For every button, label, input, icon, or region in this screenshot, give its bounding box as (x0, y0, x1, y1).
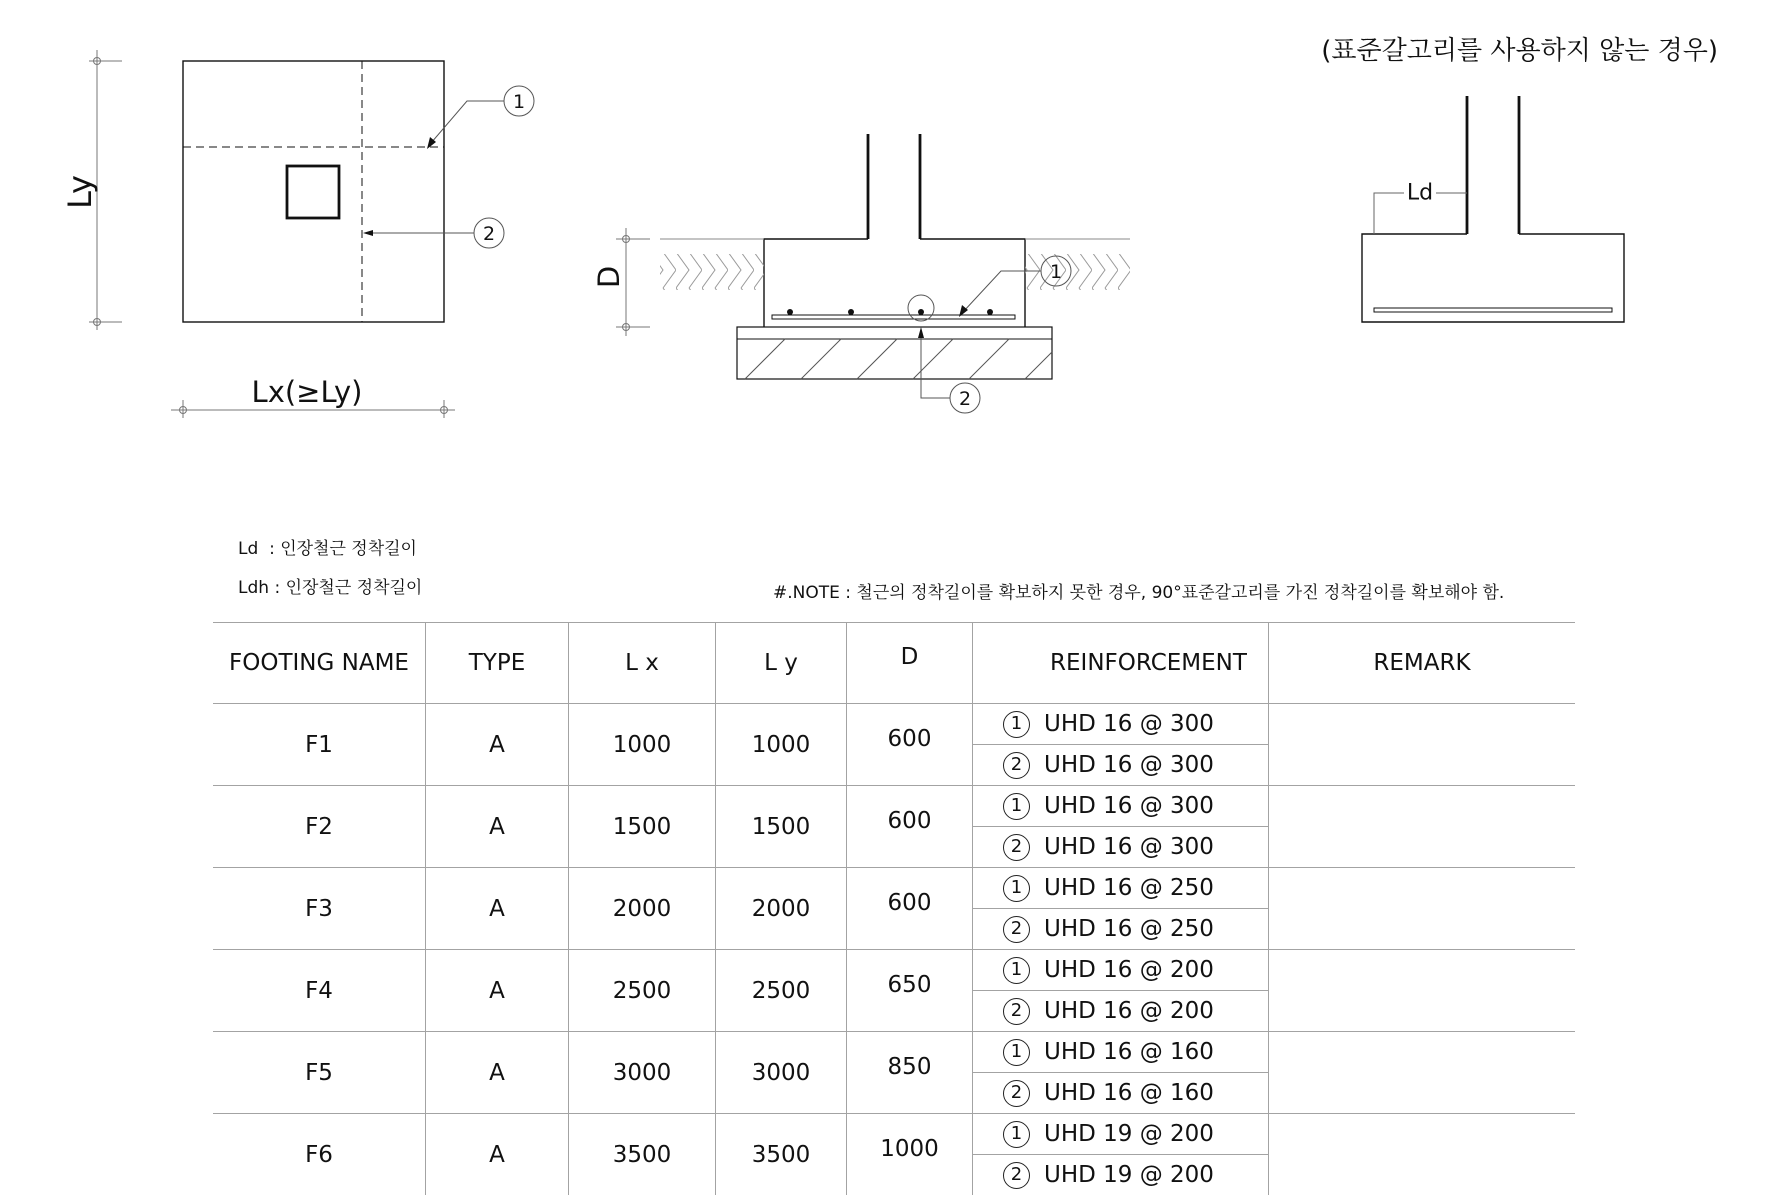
ld-label: Ld (1406, 180, 1434, 206)
cell-remark (1269, 1032, 1575, 1113)
bar-mark-2: 2 (1003, 916, 1030, 943)
reinforcement-spec: UHD 16 @ 200 (1044, 957, 1214, 983)
lean-concrete-hatch (745, 339, 1052, 379)
bar-mark-1: 1 (1003, 957, 1030, 984)
cell-footing-name: F5 (213, 1032, 426, 1113)
section-view (660, 134, 1130, 413)
cell-ly: 1000 (716, 704, 847, 785)
cell-lx: 2000 (569, 868, 716, 949)
table-row (213, 1031, 1575, 1113)
legend (238, 538, 422, 598)
reinforcement-spec: UHD 19 @ 200 (1044, 1121, 1214, 1147)
bar-mark-2: 2 (1003, 834, 1030, 861)
cell-type: A (426, 1114, 569, 1195)
cell-reinforcement (973, 1114, 1269, 1195)
header-lx: L x (569, 623, 716, 703)
leader-arrow-2 (363, 230, 373, 236)
cell-type: A (426, 950, 569, 1031)
rebar-highlight-circle (908, 295, 934, 321)
reinforcement-spec: UHD 16 @ 200 (1044, 998, 1214, 1024)
hatch-line (745, 339, 785, 379)
cell-ly: 3500 (716, 1114, 847, 1195)
bar-mark-2: 2 (1003, 1162, 1030, 1189)
bar-mark-2: 2 (1003, 998, 1030, 1025)
rebar-y-dot (848, 309, 854, 315)
dimension-d (592, 228, 650, 336)
anchorage-detail (1321, 36, 1718, 322)
footing-plan-outline (183, 61, 444, 322)
detail-title: (표준갈고리를 사용하지 않는 경우) (1321, 36, 1718, 66)
reinforcement-line (973, 1114, 1268, 1155)
earth-hatch-left (660, 254, 764, 290)
reinforcement-line (973, 1155, 1268, 1195)
cell-remark (1269, 1114, 1575, 1195)
header-d: D (847, 623, 973, 703)
cell-lx: 1500 (569, 786, 716, 867)
cell-remark (1269, 786, 1575, 867)
cell-footing-name: F4 (213, 950, 426, 1031)
reinforcement-line (973, 868, 1268, 909)
table-row (213, 949, 1575, 1031)
lean-concrete-slab (737, 327, 1052, 379)
bar-mark-1: 1 (1003, 1121, 1030, 1148)
reinforcement-spec: UHD 16 @ 300 (1044, 793, 1214, 819)
hatch-line (969, 339, 1009, 379)
cell-remark (1269, 868, 1575, 949)
marker-number: 2 (958, 388, 972, 410)
reinforcement-spec: UHD 16 @ 300 (1044, 711, 1214, 737)
reinforcement-line (973, 745, 1268, 785)
header-type: TYPE (426, 623, 569, 703)
cell-ly: 1500 (716, 786, 847, 867)
reinforcement-spec: UHD 16 @ 250 (1044, 916, 1214, 942)
cell-lx: 2500 (569, 950, 716, 1031)
cell-ly: 2500 (716, 950, 847, 1031)
legend-ldh: Ldh : 인장철근 정착길이 (238, 578, 423, 598)
reinforcement-line (973, 991, 1268, 1031)
cell-ly: 3000 (716, 1032, 847, 1113)
dimension-lx (171, 375, 455, 418)
bar-mark-1: 1 (1003, 1039, 1030, 1066)
header-footing-name: FOOTING NAME (213, 623, 426, 703)
cell-reinforcement (973, 950, 1269, 1031)
cell-type: A (426, 786, 569, 867)
cell-d: 600 (847, 704, 973, 785)
cell-type: A (426, 1032, 569, 1113)
dimension-d-label: D (592, 265, 626, 289)
detail-bottom-rebar (1374, 308, 1612, 312)
dimension-ly-label: Ly (61, 175, 99, 209)
cell-lx: 1000 (569, 704, 716, 785)
reinforcement-line (973, 1073, 1268, 1113)
leader-line-1 (431, 101, 504, 143)
plan-view (183, 61, 534, 322)
reinforcement-line (973, 1032, 1268, 1073)
bar-mark-2: 2 (1003, 1080, 1030, 1107)
bar-mark-2: 2 (1003, 752, 1030, 779)
bar-mark-1: 1 (1003, 875, 1030, 902)
table-row (213, 1113, 1575, 1195)
cell-remark (1269, 950, 1575, 1031)
footing-section-outline (764, 239, 1025, 327)
cell-d: 600 (847, 868, 973, 949)
reinforcement-spec: UHD 16 @ 160 (1044, 1080, 1214, 1106)
cell-footing-name: F1 (213, 704, 426, 785)
rebar-y-dot (918, 309, 924, 315)
cell-footing-name: F3 (213, 868, 426, 949)
footing-detail-outline (1362, 234, 1624, 322)
cell-footing-name: F2 (213, 786, 426, 867)
table-header-row (213, 622, 1575, 703)
cell-reinforcement (973, 1032, 1269, 1113)
cell-type: A (426, 868, 569, 949)
hatch-line (1025, 352, 1052, 379)
rebar-y-dot (987, 309, 993, 315)
column-plan-outline (287, 166, 339, 218)
cell-type: A (426, 704, 569, 785)
cell-reinforcement (973, 704, 1269, 785)
table-row (213, 703, 1575, 785)
section-marker-2 (950, 383, 980, 413)
cell-d: 600 (847, 786, 973, 867)
bar-mark-1: 1 (1003, 793, 1030, 820)
cell-ly: 2000 (716, 868, 847, 949)
cell-footing-name: F6 (213, 1114, 426, 1195)
cell-d: 1000 (847, 1114, 973, 1195)
table-row (213, 785, 1575, 867)
table-body (213, 703, 1575, 1195)
reinforcement-line (973, 827, 1268, 867)
general-note: #.NOTE : 철근의 정착길이를 확보하지 못한 경우, 90°표준갈고리를 가진 정착길이를 확보해야 함. (773, 583, 1505, 603)
reinforcement-spec: UHD 16 @ 300 (1044, 752, 1214, 778)
reinforcement-spec: UHD 19 @ 200 (1044, 1162, 1214, 1188)
header-reinforcement: REINFORCEMENT (973, 623, 1269, 703)
leader-arrow-2 (918, 327, 924, 338)
cell-lx: 3500 (569, 1114, 716, 1195)
leader-line-2 (921, 330, 950, 398)
reinforcement-line (973, 950, 1268, 991)
table-row (213, 867, 1575, 949)
marker-number: 1 (512, 91, 526, 113)
dimension-lx-label: Lx(≥Ly) (251, 375, 363, 409)
reinforcement-line (973, 909, 1268, 949)
marker-number: 2 (482, 223, 496, 245)
bar-mark-1: 1 (1003, 711, 1030, 738)
hatch-line (913, 339, 953, 379)
hatch-line (801, 339, 841, 379)
hatch-line (857, 339, 897, 379)
bottom-rebar-x (772, 315, 1015, 319)
reinforcement-spec: UHD 16 @ 250 (1044, 875, 1214, 901)
footing-schedule-table (213, 622, 1575, 1195)
plan-marker-1 (504, 86, 534, 116)
ld-leader-line (1374, 193, 1404, 234)
cell-reinforcement (973, 868, 1269, 949)
legend-ld: Ld : 인장철근 정착길이 (238, 539, 417, 559)
cell-lx: 3000 (569, 1032, 716, 1113)
cell-remark (1269, 704, 1575, 785)
rebar-y-dot (787, 309, 793, 315)
reinforcement-line (973, 704, 1268, 745)
reinforcement-spec: UHD 16 @ 300 (1044, 834, 1214, 860)
dimension-ly (61, 50, 122, 330)
cell-reinforcement (973, 786, 1269, 867)
reinforcement-spec: UHD 16 @ 160 (1044, 1039, 1214, 1065)
plan-marker-2 (474, 218, 504, 248)
marker-number: 1 (1049, 261, 1063, 283)
reinforcement-line (973, 786, 1268, 827)
cell-d: 650 (847, 950, 973, 1031)
cell-d: 850 (847, 1032, 973, 1113)
header-remark: REMARK (1373, 650, 1471, 676)
header-ly: L y (716, 623, 847, 703)
